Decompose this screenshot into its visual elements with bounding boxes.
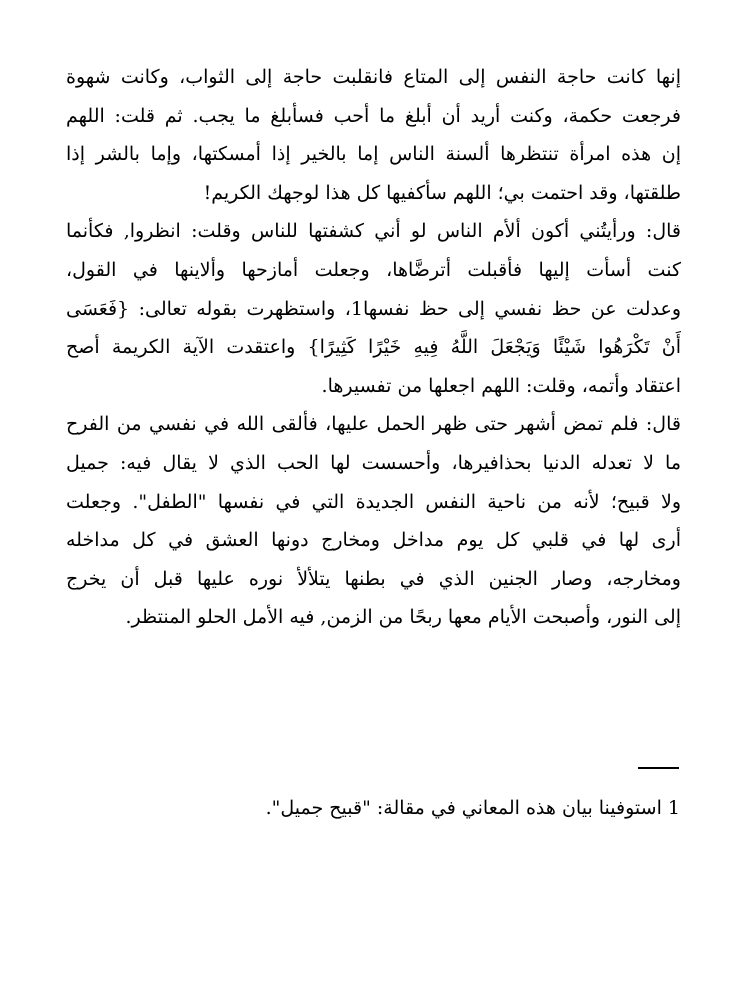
text-line: إن هذه امرأة تنتظرها ألسنة الناس إما بالخير إذا أمسكتها، وإما بالشر إذا: [66, 143, 681, 166]
document-body: [66, 58, 681, 637]
text-line: قال: ورأيتُني أكون ألأم الناس لو أني كشفتها للناس وقلت: انظروا, فكأنما: [66, 220, 681, 243]
text-line: ما لا تعدله الدنيا بحذافيرها، وأحسست لها الحب الذي لا يقال فيه: جميل: [66, 451, 681, 474]
text-line: ولا قبيح؛ لأنه من ناحية النفس الجديدة التي في نفسها "الطفل". وجعلت: [66, 490, 681, 513]
text-line: فرجعت حكمة، وكنت أريد أن أبلغ ما أحب فسأبلغ ما يجب. ثم قلت: اللهم: [66, 104, 681, 127]
text-line: ومخارجه، وصار الجنين الذي في بطنها يتلألأ نوره عليها قبل أن يخرج: [66, 567, 681, 590]
text-line: إلى النور، وأصبحت الأيام معها ربحًا من الزمن, فيه الأمل الحلو المنتظر.: [125, 606, 681, 629]
paragraph-1: [66, 58, 681, 212]
text-line: طلقتها، وقد احتمت بي؛ اللهم سأكفيها كل هذا لوجهك الكريم!: [203, 181, 681, 204]
text-line: قال: فلم تمض أشهر حتى ظهر الحمل عليها، فألقى الله في نفسي من الفرح: [66, 413, 681, 436]
text-line: اعتقاد وأتمه، وقلت: اللهم اجعلها من تفسيرها.: [321, 374, 681, 397]
paragraph-2: [66, 212, 681, 405]
text-line: كنت أسأت إليها فأقبلت أترضَّاها، وجعلت أمازحها وألاينها في القول،: [66, 258, 681, 281]
footnote-divider: [638, 767, 679, 769]
footnote: 1 استوفينا بيان هذه المعاني في مقالة: "قبيح جميل".: [265, 797, 680, 819]
text-line: أرى لها في قلبي كل يوم مداخل ومخارج دونها العشق في كل مداخله: [66, 529, 681, 552]
text-line: وعدلت عن حظ نفسي إلى حظ نفسها1، واستظهرت بقوله تعالى: {فَعَسَى: [66, 297, 681, 320]
text-line: أَنْ تَكْرَهُوا شَيْئًا وَيَجْعَلَ اللَّهُ فِيهِ خَيْرًا كَثِيرًا} واعتقدت الآية الكريمة أصح: [66, 336, 681, 359]
paragraph-3: [66, 405, 681, 637]
text-line: إنها كانت حاجة النفس إلى المتاع فانقلبت حاجة إلى الثواب، وكانت شهوة: [66, 66, 681, 88]
